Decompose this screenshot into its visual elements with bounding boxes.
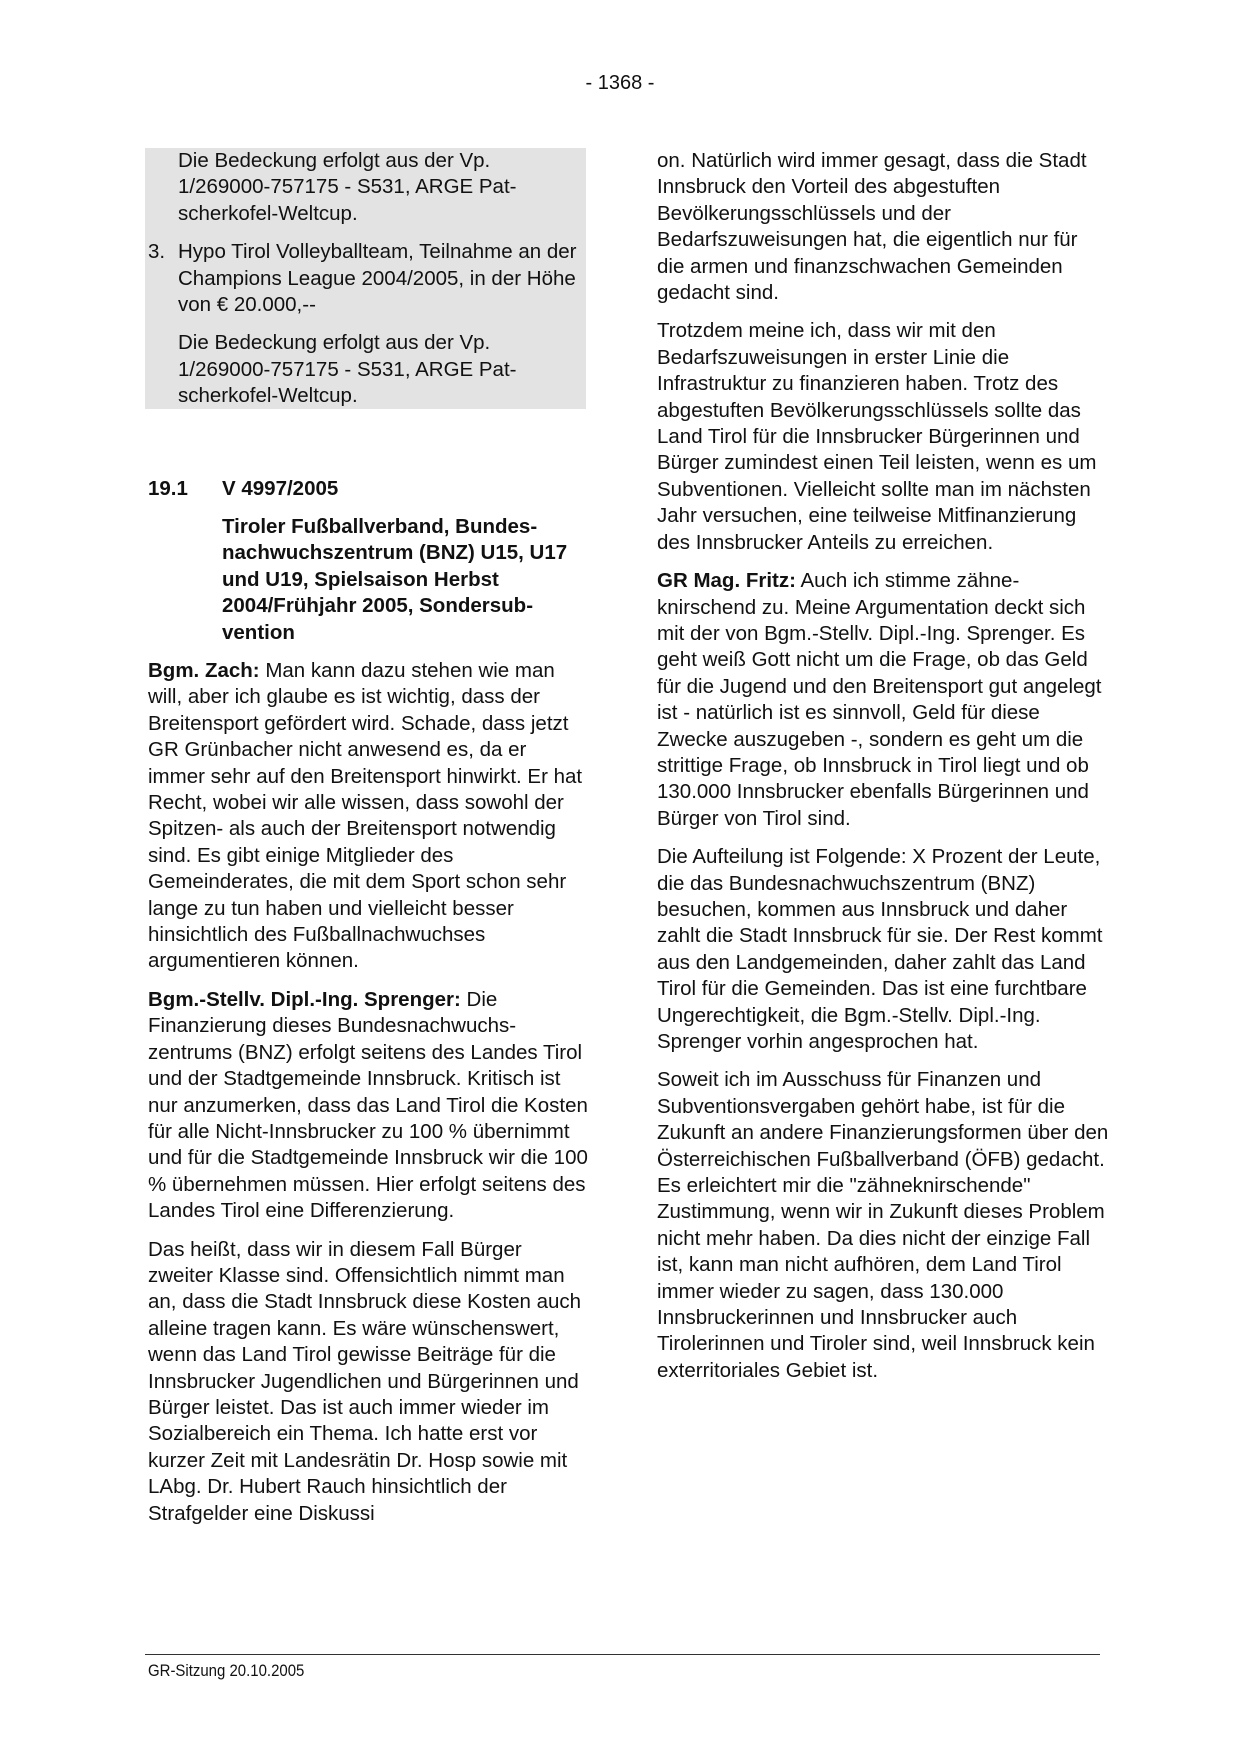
- paragraph-text: Auch ich stimme zähneknirschend zu. Meine Argumentation deckt sich mit der von Bgm.-Stellv. Dipl.-Ing. Sprenger. Es geht weiß Gott nicht um die Frage, ob das Geld für die Jugend und den Breitensport gut angelegt ist - natürlich ist es sinnvoll, Geld für diese Zwecke auszugeben -, sondern es geht um die strittige Frage, ob Innsbruck in Tirol liegt und ob 130.000 Innsbrucker ebenfalls Bürgerinnen und Bürger von Tirol sind.: [657, 569, 1102, 830]
- paragraph: [148, 1237, 588, 1527]
- paragraph: [148, 987, 588, 1225]
- section-id: V 4997/2005: [222, 477, 339, 500]
- list-number: 3.: [148, 240, 166, 264]
- paragraph: [657, 844, 1109, 1055]
- coverage-note: Die Bedeckung erfolgt aus der Vp. 1/269000-757175 - S531, ARGE Patscherkofel-Weltcup.: [178, 331, 517, 408]
- right-column: [657, 148, 1109, 1396]
- paragraph-text: Soweit ich im Ausschuss für Finanzen und Subventionsvergaben gehört habe, ist für die Zukunft an andere Finanzierungsformen über den Österreichischen Fußballverband (ÖFB) gedacht. Es erleichtert mir die "zähneknirschende" Zustimmung, wenn wir in Zukunft dieses Problem nicht mehr haben. Da dies nicht der einzige Fall ist, kann man nicht aufhören, dem Land Tirol immer wieder zu sagen, dass 130.000 Innsbruckerinnen und Innsbrucker auch Tirolerinnen und Tiroler sind, weil Innsbruck kein exterritoriales Gebiet ist.: [657, 1068, 1109, 1382]
- paragraph: [657, 568, 1109, 832]
- footer-divider: [145, 1654, 1100, 1655]
- page-number: - 1368 -: [585, 72, 655, 94]
- left-column: [148, 658, 588, 1539]
- paragraph: [657, 148, 1109, 306]
- speaker-name: Bgm.-Stellv. Dipl.-Ing. Sprenger:: [148, 987, 461, 1011]
- paragraph-text: Trotzdem meine ich, dass wir mit den Bedarfszuweisungen in erster Linie die Infrastruktur zu finanzieren haben. Trotz des abgestuften Bevölkerungsschlüssels sollte das Land Tirol für die Innsbrucker Bürgerinnen und Bürger zumindest einen Teil leisten, wenn es um Subventionen. Vielleicht sollte man im nächsten Jahr versuchen, eine teilweise Mitfinanzierung des Innsbrucker Anteils zu erreichen.: [657, 319, 1097, 554]
- list-item-text: Hypo Tirol Volleyballteam, Teilnahme an der Champions League 2004/2005, in der Höhe von € 20.000,--: [178, 240, 577, 317]
- highlighted-box-content: [148, 148, 578, 422]
- paragraph-text: Die Finanzierung dieses Bundesnachwuchszentrums (BNZ) erfolgt seitens des Landes Tirol und der Stadtgemeinde Innsbruck. Kritisch ist nur anzumerken, dass das Land Tirol die Kosten für alle Nicht-Innsbrucker zu 100 % übernimmt und für die Stadtgemeinde Innsbruck wir die 100 % übernehmen müssen. Hier erfolgt seitens des Landes Tirol eine Differenzierung.: [148, 987, 588, 1223]
- paragraph-text: Die Aufteilung ist Folgende: X Prozent der Leute, die das Bundesnachwuchszentrum (BNZ) besuchen, kommen aus Innsbruck und daher zahlt die Stadt Innsbruck für sie. Der Rest kommt aus den Landgemeinden, daher zahlt das Land Tirol für die Gemeinden. Das ist eine furchtbare Ungerechtigkeit, die Bgm.-Stellv. Dipl.-Ing. Sprenger vorhin angesprochen hat.: [657, 845, 1103, 1053]
- section-number: 19.1: [148, 477, 188, 500]
- paragraph: [148, 658, 588, 975]
- speaker-name: GR Mag. Fritz:: [657, 569, 796, 593]
- paragraph: [657, 1067, 1109, 1384]
- coverage-note: Die Bedeckung erfolgt aus der Vp. 1/269000-757175 - S531, ARGE Patscherkofel-Weltcup.: [178, 149, 517, 225]
- section-title: Tiroler Fußballverband, Bundesnachwuchszentrum (BNZ) U15, U17 und U19, Spielsaison Herbst 2004/Frühjahr 2005, Sondersubvention: [222, 515, 568, 644]
- footer-text: GR-Sitzung 20.10.2005: [148, 1661, 305, 1680]
- paragraph: [657, 318, 1109, 556]
- paragraph-text: Man kann dazu stehen wie man will, aber ich glaube es ist wichtig, dass der Breitensport gefördert wird. Schade, dass jetzt GR Grünbacher nicht anwesend es, da er immer sehr auf den Breitensport hinwirkt. Er hat Recht, wobei wir alle wissen, dass sowohl der Spitzen- als auch der Breitensport notwendig sind. Es gibt einige Mitglieder des Gemeinderates, die mit dem Sport schon sehr lange zu tun haben und vielleicht besser hinsichtlich des Fußballnachwuchses argumentieren können.: [148, 659, 583, 973]
- paragraph-text: Das heißt, dass wir in diesem Fall Bürger zweiter Klasse sind. Offensichtlich nimmt man an, dass die Stadt Innsbruck diese Kosten auch alleine tragen kann. Es wäre wünschenswert, wenn das Land Tirol gewisse Beiträge für die Innsbrucker Jugendlichen und Bürgerinnen und Bürger leistet. Das ist auch immer wieder im Sozialbereich ein Thema. Ich hatte erst vor kurzer Zeit mit Landesrätin Dr. Hosp sowie mit LAbg. Dr. Hubert Rauch hinsichtlich der Strafgelder eine Diskussi: [148, 1237, 582, 1525]
- paragraph-text: on. Natürlich wird immer gesagt, dass die Stadt Innsbruck den Vorteil des abgestuften Bevölkerungsschlüssels und der Bedarfszuweisungen hat, die eigentlich nur für die armen und finanzschwachen Gemeinden gedacht sind.: [657, 149, 1087, 305]
- list-item-3: [148, 239, 578, 318]
- speaker-name: Bgm. Zach:: [148, 659, 260, 682]
